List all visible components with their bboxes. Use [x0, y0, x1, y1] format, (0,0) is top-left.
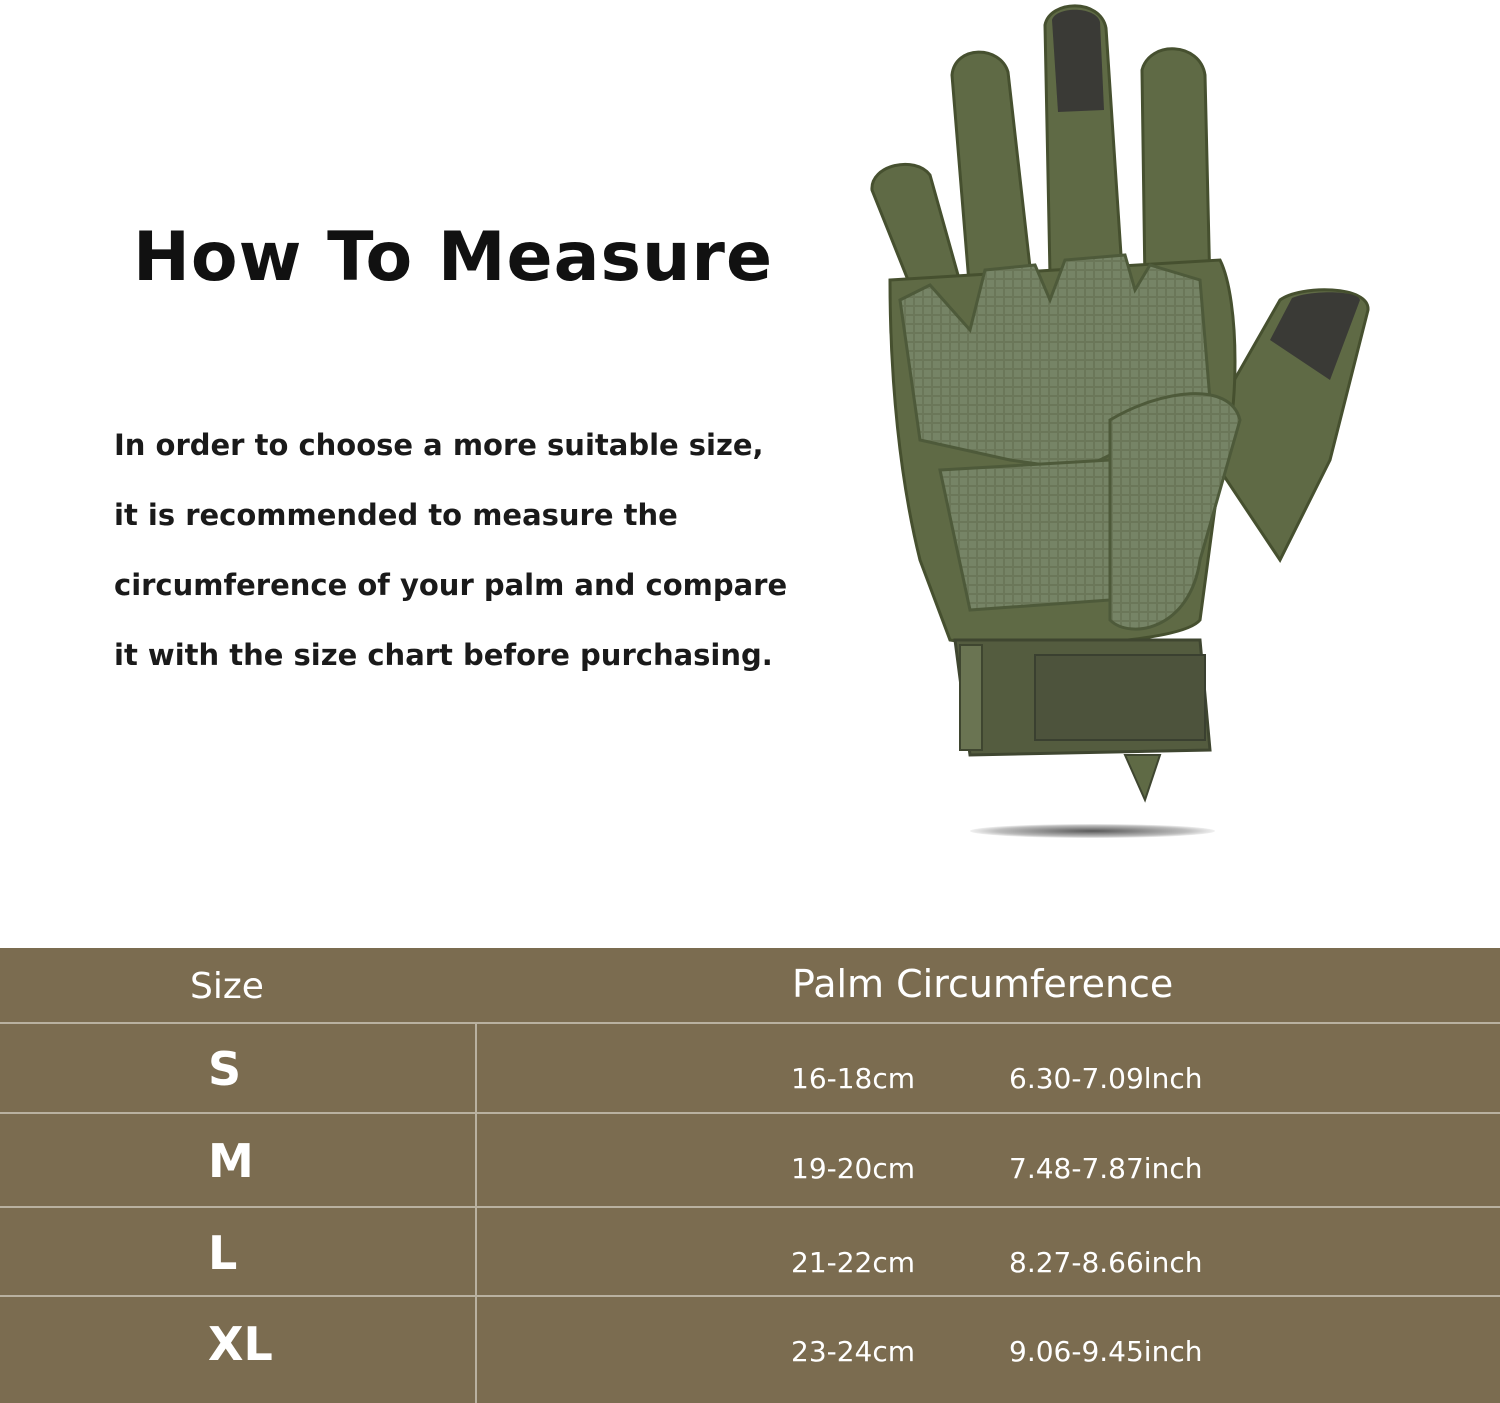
glove-shadow [970, 824, 1215, 838]
palm-inch: 9.06-9.45inch [1009, 1335, 1203, 1368]
table-row [0, 1024, 1500, 1114]
palm-column-header: Palm Circumference [792, 962, 1174, 1006]
instruction-line: In order to choose a more suitable size, [114, 428, 764, 462]
size-chart-table [0, 948, 1500, 1403]
size-label: XL [208, 1317, 273, 1371]
table-row [0, 1208, 1500, 1297]
palm-inch: 6.30-7.09lnch [1009, 1062, 1203, 1095]
size-label: M [208, 1134, 254, 1188]
tactical-glove-icon [860, 0, 1390, 850]
glove-image [860, 0, 1390, 850]
instruction-line: it is recommended to measure the [114, 498, 678, 532]
size-column-header: Size [190, 966, 264, 1007]
palm-inch: 8.27-8.66inch [1009, 1246, 1203, 1279]
instruction-line: it with the size chart before purchasing. [114, 638, 773, 672]
table-row [0, 1297, 1500, 1403]
instruction-line: circumference of your palm and compare [114, 568, 788, 602]
size-label: L [208, 1226, 238, 1280]
palm-inch: 7.48-7.87inch [1009, 1152, 1203, 1185]
measure-instructions [114, 420, 834, 700]
palm-cm: 16-18cm [791, 1062, 916, 1095]
table-header [0, 948, 1500, 1024]
table-row [0, 1114, 1500, 1208]
size-label: S [208, 1042, 242, 1096]
palm-cm: 23-24cm [791, 1335, 916, 1368]
page-title: How To Measure [133, 218, 774, 297]
palm-cm: 19-20cm [791, 1152, 916, 1185]
palm-cm: 21-22cm [791, 1246, 916, 1279]
